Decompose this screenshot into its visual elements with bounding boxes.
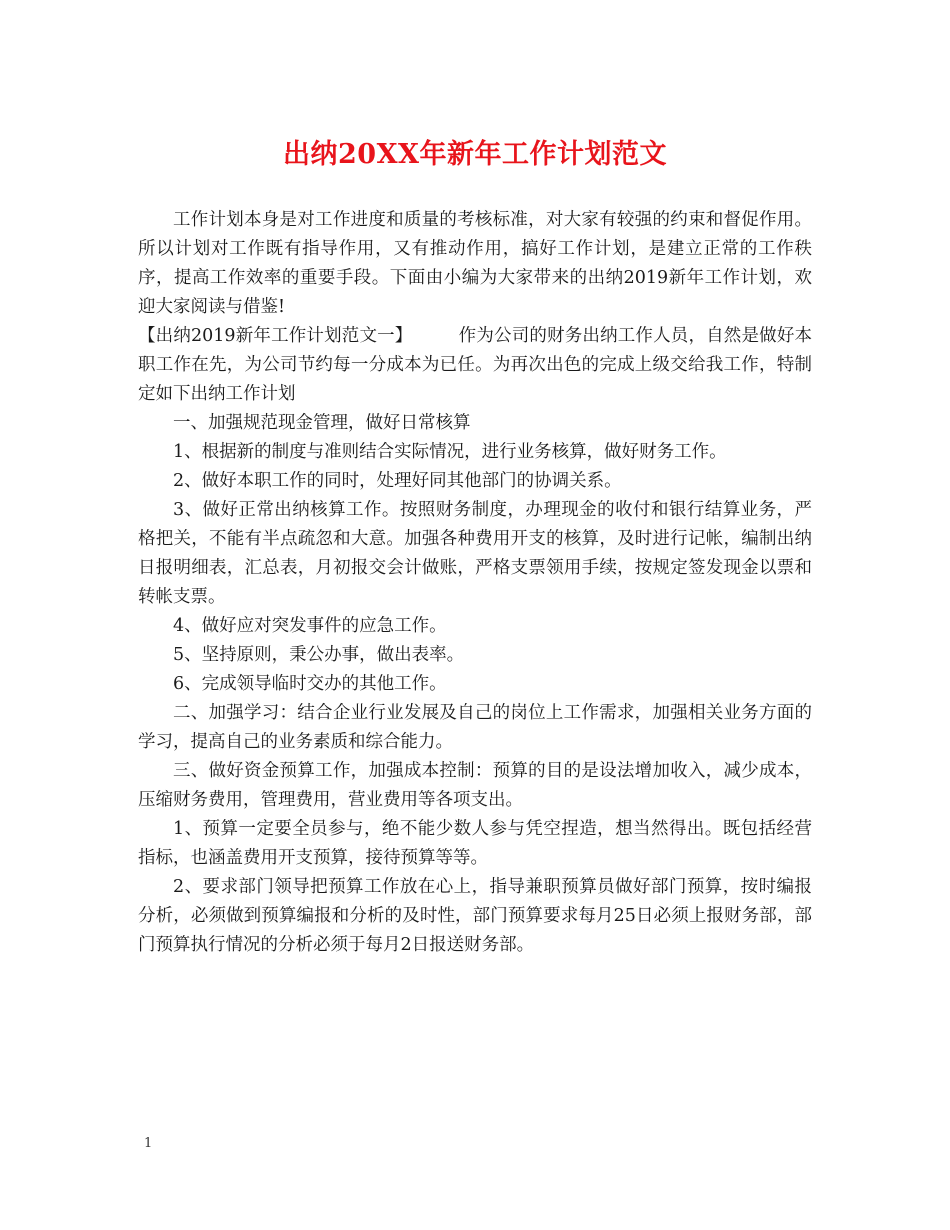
section-intro: 作为公司的财务出纳工作人员，自然是做好本职工作在先，为公司节约每一分成本为已任。为再次出色的完成上级交给我工作，特制定如下出纳工作计划 <box>138 326 813 404</box>
body-paragraph: 2、做好本职工作的同时，处理好同其他部门的协调关系。 <box>173 471 622 491</box>
body-paragraph: 二、加强学习：结合企业行业发展及自己的岗位上工作需求，加强相关业务方面的学习，提高自己的业务素质和综合能力。 <box>138 703 812 752</box>
body-paragraph: 4、做好应对突发事件的应急工作。 <box>173 616 447 636</box>
document-body <box>138 206 812 960</box>
body-paragraph: 1、预算一定要全员参与，绝不能少数人参与凭空捏造，想当然得出。既包括经营指标，也涵盖费用开支预算，接待预算等等。 <box>138 819 812 868</box>
body-paragraph: 5、坚持原则，秉公办事，做出表率。 <box>173 645 465 665</box>
page-number: 1 <box>144 1136 153 1151</box>
document-title: 出纳20XX年新年工作计划范文 <box>283 139 667 170</box>
body-paragraph: 一、加强规范现金管理，做好日常核算 <box>173 413 471 433</box>
section-paragraph <box>138 322 812 409</box>
body-paragraph: 三、做好资金预算工作，加强成本控制：预算的目的是设法增加收入，减少成本，压缩财务费用，管理费用，营业费用等各项支出。 <box>138 761 812 810</box>
section-heading: 【出纳2019新年工作计划范文一】 <box>138 326 413 346</box>
intro-paragraph: 工作计划本身是对工作进度和质量的考核标准，对大家有较强的约束和督促作用。所以计划对工作既有指导作用，又有推动作用，搞好工作计划，是建立正常的工作秩序，提高工作效率的重要手段。下面由小编为大家带来的出纳2019新年工作计划，欢迎大家阅读与借鉴! <box>138 210 812 317</box>
body-paragraph: 3、做好正常出纳核算工作。按照财务制度，办理现金的收付和银行结算业务，严格把关，不能有半点疏忽和大意。加强各种费用开支的核算，及时进行记帐，编制出纳日报明细表，汇总表，月初报交会计做账，严格支票领用手续，按规定签发现金以票和转帐支票。 <box>138 500 812 607</box>
body-paragraph: 2、要求部门领导把预算工作放在心上，指导兼职预算员做好部门预算，按时编报分析，必须做到预算编报和分析的及时性，部门预算要求每月25日必须上报财务部，部门预算执行情况的分析必须于每月2日报送财务部。 <box>138 877 812 955</box>
body-paragraph: 6、完成领导临时交办的其他工作。 <box>173 674 447 694</box>
body-paragraph: 1、根据新的制度与准则结合实际情况，进行业务核算，做好财务工作。 <box>173 442 727 462</box>
